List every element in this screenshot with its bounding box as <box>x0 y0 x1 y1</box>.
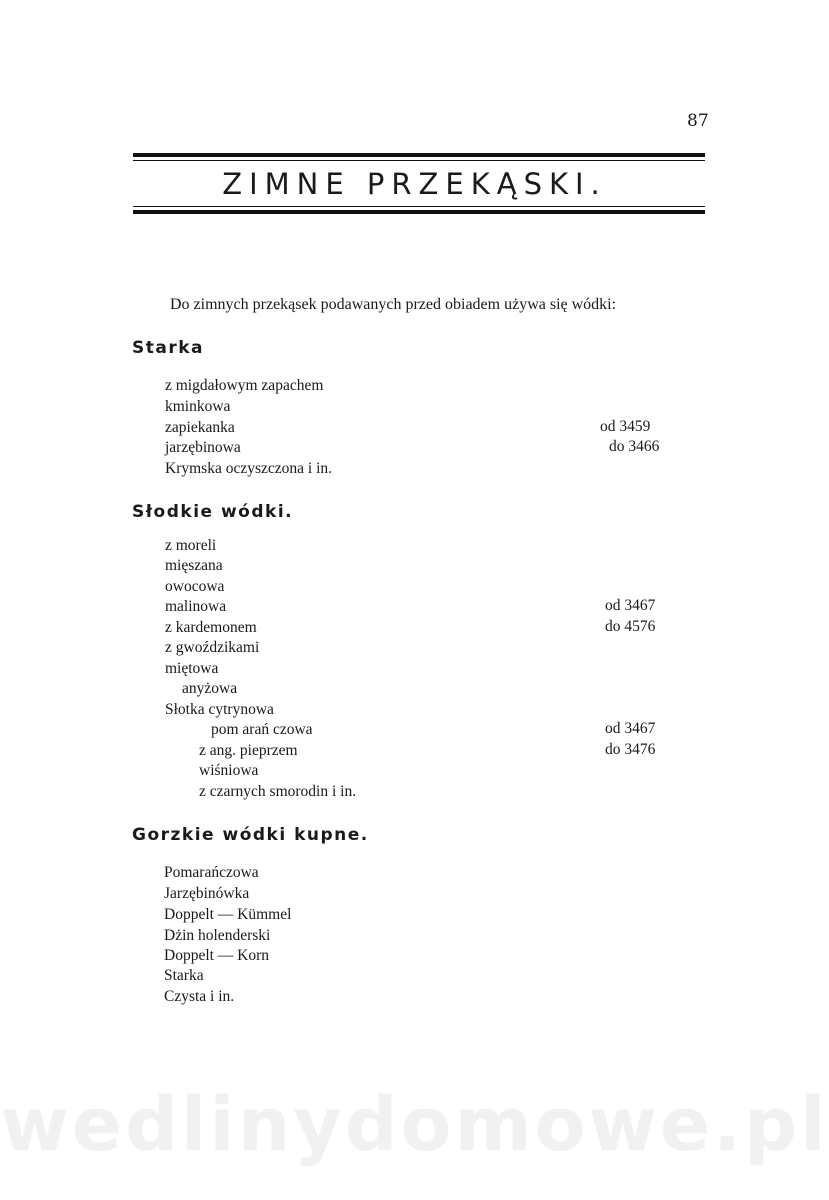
list-item: Starka <box>164 967 204 984</box>
reference-range: do 3476 <box>605 741 656 758</box>
list-item: z kardemonem <box>165 619 257 636</box>
bottom-rule-thick <box>133 210 705 214</box>
list-item: malinowa <box>165 598 227 615</box>
list-item: Jarzębinówka <box>164 885 250 902</box>
watermark: wedlinydomowe.pl <box>0 1082 829 1168</box>
list-item: Czysta i in. <box>164 988 235 1005</box>
list-item: Krymska oczyszczona i in. <box>165 460 332 477</box>
reference-range: od 3467 <box>605 597 656 614</box>
list-item: owocowa <box>165 578 225 595</box>
list-item: miętowa <box>165 660 219 677</box>
list-item: z migdałowym zapachem <box>165 377 324 394</box>
list-item: pom arań czowa <box>211 721 313 738</box>
list-item: z moreli <box>165 537 217 554</box>
reference-range: do 4576 <box>605 618 656 635</box>
list-item: Słotka cytrynowa <box>165 701 274 718</box>
bottom-rule-thin <box>133 206 705 207</box>
section-heading-gorzkie-wodki: Gorzkie wódki kupne. <box>132 825 369 845</box>
list-item: Dżin holenderski <box>164 927 271 944</box>
list-item: anyżowa <box>182 680 238 697</box>
list-item: wiśniowa <box>199 762 259 779</box>
list-item: kminkowa <box>165 398 231 415</box>
list-item: mięszana <box>165 557 223 574</box>
section-heading-slodkie-wodki: Słodkie wódki. <box>132 502 294 522</box>
section-heading-starka: Starka <box>132 338 205 358</box>
list-item: jarzębinowa <box>165 439 241 456</box>
top-rule-thick <box>133 153 705 157</box>
list-item: z czarnych smorodin i in. <box>199 783 357 800</box>
intro-text: Do zimnych przekąsek podawanych przed obiadem używa się wódki: <box>170 296 617 313</box>
reference-range: od 3459 <box>600 418 651 435</box>
list-item: zapiekanka <box>165 419 235 436</box>
list-item: Doppelt — Korn <box>164 947 270 964</box>
list-item: z ang. pieprzem <box>199 742 298 759</box>
list-item: Doppelt — Kümmel <box>164 906 292 923</box>
reference-range: do 3466 <box>609 438 660 455</box>
list-item: Pomarańczowa <box>164 864 259 881</box>
reference-range: od 3467 <box>605 720 656 737</box>
page-number: 87 <box>687 111 709 131</box>
list-item: z gwoździkami <box>165 639 260 656</box>
top-rule-thin <box>133 160 705 161</box>
page-title: ZIMNE PRZEKĄSKI. <box>222 167 607 201</box>
